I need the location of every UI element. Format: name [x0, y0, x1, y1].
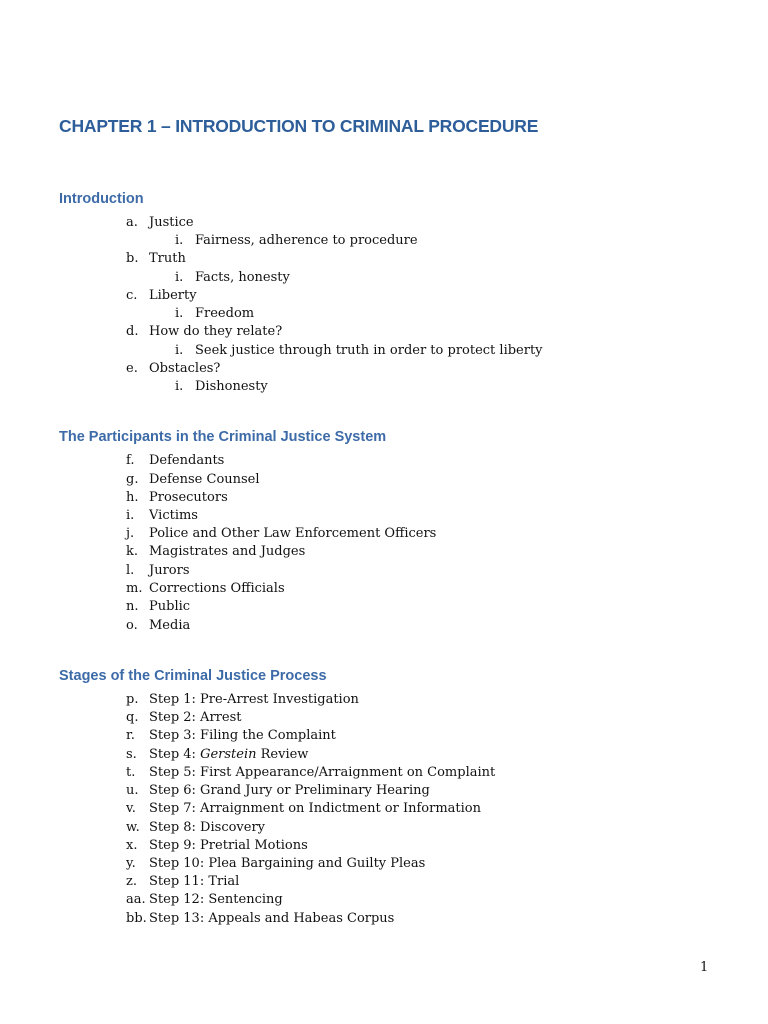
text-segment: Review	[256, 747, 309, 762]
list-item	[126, 452, 626, 470]
list-marker: a.	[126, 215, 138, 230]
list-item-text: Liberty	[149, 288, 197, 303]
list-item-text: Defendants	[149, 453, 225, 468]
list-item	[126, 782, 626, 800]
list-marker: v.	[126, 801, 136, 816]
list-item-text: Step 6: Grand Jury or Preliminary Hearing	[149, 783, 430, 798]
list-item	[126, 873, 626, 891]
list-marker: i.	[175, 270, 184, 285]
list-item	[126, 580, 626, 598]
list-item-text: Step 8: Discovery	[149, 820, 266, 835]
list-marker: o.	[126, 618, 138, 633]
list-item	[126, 471, 626, 489]
list-item	[126, 910, 626, 928]
list-item	[126, 360, 626, 378]
list-item	[126, 837, 626, 855]
list-item-text: Prosecutors	[149, 490, 228, 505]
list-item	[126, 617, 626, 635]
list-item	[126, 746, 626, 764]
list-item	[126, 507, 626, 525]
list-marker: t.	[126, 765, 136, 780]
chapter-title: CHAPTER 1 – INTRODUCTION TO CRIMINAL PROCEDURE	[59, 116, 539, 136]
list-marker: w.	[126, 820, 140, 835]
list-item-text: Step 1: Pre-Arrest Investigation	[149, 692, 359, 707]
list-marker: i.	[175, 233, 184, 248]
list-marker: i.	[175, 306, 184, 321]
text-segment: Step 4:	[149, 747, 201, 762]
list-item-text: Justice	[149, 215, 194, 230]
list-marker: bb.	[126, 911, 147, 926]
list-marker: b.	[126, 251, 139, 266]
list-marker: x.	[126, 838, 138, 853]
list-marker: k.	[126, 544, 139, 559]
sub-list-item	[175, 342, 675, 360]
list-item	[126, 214, 626, 232]
list-marker: g.	[126, 472, 139, 487]
list-item	[126, 525, 626, 543]
list-item	[126, 727, 626, 745]
page-number: 1	[700, 960, 709, 975]
list-marker: z.	[126, 874, 137, 889]
list-item-text: Step 12: Sentencing	[149, 892, 283, 907]
list-item-text: Step 9: Pretrial Motions	[149, 838, 308, 853]
list-marker: d.	[126, 324, 139, 339]
list-item-text: Corrections Officials	[149, 581, 285, 596]
case-name-italic: Gerstein	[200, 747, 257, 762]
list-item	[126, 800, 626, 818]
list-item-text	[149, 746, 308, 764]
list-item-text: Step 7: Arraignment on Indictment or Information	[149, 801, 481, 816]
list-marker: m.	[126, 581, 143, 596]
list-marker: h.	[126, 490, 139, 505]
list-item-text: Public	[149, 599, 191, 614]
list-marker: q.	[126, 710, 139, 725]
list-item-text: Step 13: Appeals and Habeas Corpus	[149, 911, 395, 926]
list-marker: s.	[126, 747, 137, 762]
list-item-text: Fairness, adherence to procedure	[195, 233, 418, 248]
list-item-text: Step 5: First Appearance/Arraignment on Complaint	[149, 765, 496, 780]
section-heading-participants: The Participants in the Criminal Justice System	[59, 429, 387, 445]
list-item-text: Obstacles?	[149, 361, 221, 376]
sub-list-item	[175, 232, 675, 250]
list-item	[126, 891, 626, 909]
list-marker: i.	[126, 508, 135, 523]
list-item	[126, 598, 626, 616]
sub-list-item	[175, 378, 675, 396]
section-heading-introduction: Introduction	[59, 191, 144, 207]
list-item-text: Truth	[149, 251, 186, 266]
list-marker: n.	[126, 599, 139, 614]
list-marker: y.	[126, 856, 136, 871]
list-item	[126, 819, 626, 837]
list-marker: f.	[126, 453, 135, 468]
list-marker: e.	[126, 361, 138, 376]
list-marker: i.	[175, 379, 184, 394]
list-item	[126, 489, 626, 507]
list-item-text: Step 11: Trial	[149, 874, 240, 889]
list-item	[126, 562, 626, 580]
sub-list-item	[175, 305, 675, 323]
list-item-text: Jurors	[149, 563, 190, 578]
list-marker: l.	[126, 563, 135, 578]
list-item-text: Step 3: Filing the Complaint	[149, 728, 336, 743]
list-item-text: How do they relate?	[149, 324, 283, 339]
sub-list-item	[175, 269, 675, 287]
list-item	[126, 855, 626, 873]
list-item-text: Media	[149, 618, 191, 633]
section-heading-stages: Stages of the Criminal Justice Process	[59, 668, 327, 684]
list-item	[126, 287, 626, 305]
list-item-text: Freedom	[195, 306, 255, 321]
list-item	[126, 691, 626, 709]
list-item	[126, 543, 626, 561]
list-item-text: Police and Other Law Enforcement Officers	[149, 526, 437, 541]
list-item-text: Victims	[149, 508, 198, 523]
list-item-text: Seek justice through truth in order to protect liberty	[195, 343, 543, 358]
list-marker: u.	[126, 783, 139, 798]
list-item	[126, 764, 626, 782]
list-marker: c.	[126, 288, 138, 303]
list-item-text: Facts, honesty	[195, 270, 290, 285]
list-item-text: Magistrates and Judges	[149, 544, 306, 559]
list-item-text: Step 10: Plea Bargaining and Guilty Pleas	[149, 856, 426, 871]
list-marker: aa.	[126, 892, 146, 907]
list-item-text: Dishonesty	[195, 379, 268, 394]
list-item	[126, 250, 626, 268]
list-marker: p.	[126, 692, 139, 707]
list-item-text: Defense Counsel	[149, 472, 260, 487]
list-marker: r.	[126, 728, 135, 743]
list-marker: i.	[175, 343, 184, 358]
list-item-text: Step 2: Arrest	[149, 710, 242, 725]
list-item	[126, 323, 626, 341]
list-item	[126, 709, 626, 727]
list-marker: j.	[126, 526, 135, 541]
